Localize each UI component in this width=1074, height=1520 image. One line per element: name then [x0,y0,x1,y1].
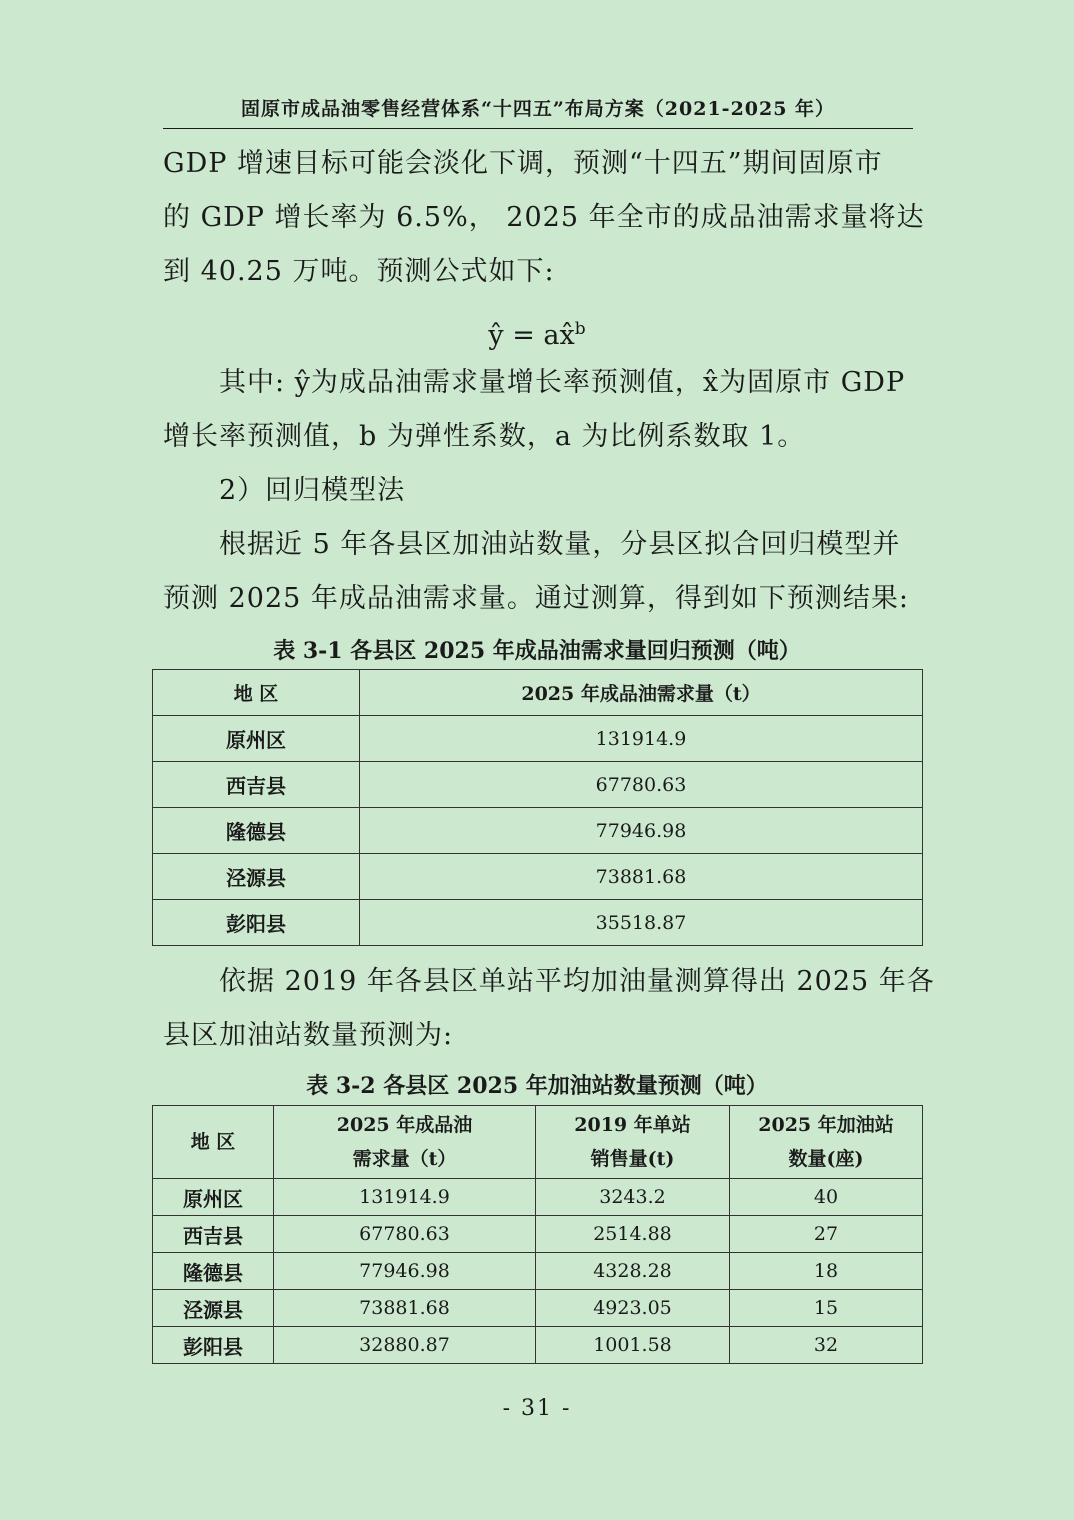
region-cell: 隆德县 [153,808,360,854]
paragraph-line: 预测 2025 年成品油需求量。通过测算，得到如下预测结果: [163,583,909,614]
paragraph-line: 的 GDP 增长率为 6.5%， 2025 年全市的成品油需求量将达 [163,202,925,233]
header-text: 数量(座) [788,1148,864,1170]
paragraph-line: 到 40.25 万吨。预测公式如下: [163,256,555,287]
demand-cell: 77946.98 [274,1253,536,1290]
sales-cell: 4328.28 [536,1253,730,1290]
header-text: 2019 年单站 [574,1114,691,1136]
header-cell [730,1106,923,1179]
header-cell: 地 区 [153,670,360,716]
region-cell: 泾源县 [153,854,360,900]
region-cell: 隆德县 [153,1253,274,1290]
table-row [153,900,923,946]
count-cell: 15 [730,1290,923,1327]
header-cell [274,1106,536,1179]
region-cell: 彭阳县 [153,1327,274,1364]
region-cell: 西吉县 [153,1216,274,1253]
region-cell: 西吉县 [153,762,360,808]
header-text: 需求量（t） [352,1148,457,1170]
formula-exponent: b [574,319,586,339]
paragraph-line: 根据近 5 年各县区加油站数量，分县区拟合回归模型并 [219,529,901,560]
header-cell [536,1106,730,1179]
value-cell: 131914.9 [360,716,923,762]
sales-cell: 1001.58 [536,1327,730,1364]
table-row [153,762,923,808]
section-heading: 2）回归模型法 [219,475,406,506]
paragraph-line: GDP 增速目标可能会淡化下调，预测“十四五”期间固原市 [163,148,883,179]
table-row [153,808,923,854]
table1 [152,669,923,946]
value-cell: 35518.87 [360,900,923,946]
table-row [153,1216,923,1253]
table-row [153,1253,923,1290]
table-header-row [153,670,923,716]
paragraph-line: 依据 2019 年各县区单站平均加油量测算得出 2025 年各 [219,966,935,997]
demand-cell: 67780.63 [274,1216,536,1253]
table2 [152,1105,923,1364]
region-cell: 原州区 [153,1179,274,1216]
sales-cell: 2514.88 [536,1216,730,1253]
value-cell: 77946.98 [360,808,923,854]
paragraph-line: 增长率预测值，b 为弹性系数，a 为比例系数取 1。 [163,421,806,452]
formula [0,302,1074,363]
header-text: 地 区 [190,1131,236,1153]
value-cell: 67780.63 [360,762,923,808]
demand-cell: 32880.87 [274,1327,536,1364]
region-cell: 原州区 [153,716,360,762]
region-cell: 泾源县 [153,1290,274,1327]
demand-cell: 73881.68 [274,1290,536,1327]
region-cell: 彭阳县 [153,900,360,946]
header-cell [153,1106,274,1179]
table-row [153,1290,923,1327]
table-row [153,1327,923,1364]
sales-cell: 4923.05 [536,1290,730,1327]
header-cell: 2025 年成品油需求量（t） [360,670,923,716]
header-text: 2025 年加油站 [758,1114,894,1136]
paragraph-line: 县区加油站数量预测为: [163,1020,454,1051]
sales-cell: 3243.2 [536,1179,730,1216]
paragraph-line: 其中: ŷ为成品油需求量增长率预测值，x̂为固原市 GDP [219,367,906,398]
value-cell: 73881.68 [360,854,923,900]
demand-cell: 131914.9 [274,1179,536,1216]
table-row [153,716,923,762]
table-row [153,854,923,900]
formula-main: ŷ = ax̂ [488,320,575,351]
count-cell: 18 [730,1253,923,1290]
table2-caption: 表 3-2 各县区 2025 年加油站数量预测（吨） [306,1073,768,1099]
count-cell: 27 [730,1216,923,1253]
page-number: - 31 - [502,1396,572,1421]
header-text: 销售量(t) [590,1148,675,1170]
table1-caption: 表 3-1 各县区 2025 年成品油需求量回归预测（吨） [273,638,801,664]
header-text: 2025 年成品油 [336,1114,473,1136]
running-header: 固原市成品油零售经营体系“十四五”布局方案（2021-2025 年） [163,94,913,129]
table-header-row [153,1106,923,1179]
table-row [153,1179,923,1216]
count-cell: 40 [730,1179,923,1216]
count-cell: 32 [730,1327,923,1364]
